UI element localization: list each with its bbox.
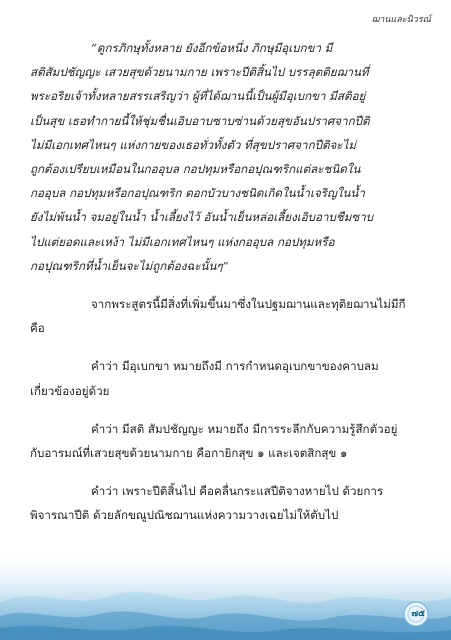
sutta-quote <box>30 36 430 278</box>
paragraph-2 <box>30 354 430 402</box>
quote-line: เป็นสุข เธอทำกายนี้ให้ชุ่มชื่นเอิบอาบซาบซ่านด้วยสุขอันปราศจากปีติ <box>30 113 370 128</box>
quote-line: กอปุณฑริกที่น้ำเย็นจะไม่ถูกต้องฉะนั้นๆ” <box>30 258 229 273</box>
page-number: ๗๕ <box>411 609 425 619</box>
paragraph-line: กับอารมณ์ที่เสวยสุขด้วยนามกาย คือกายิกสุข ๑ และเจตสิกสุข ๑ <box>30 446 348 461</box>
paragraph-line: เกี่ยวข้องอยู่ด้วย <box>30 383 110 398</box>
wave-footer-decoration <box>0 550 451 640</box>
quote-line: สติสัมปชัญญะ เสวยสุขด้วยนามกาย เพราะปีติสิ้นไป บรรลุตติยฌานที่ <box>30 65 369 80</box>
paragraph-1 <box>30 292 430 340</box>
quote-line: ยังไม่พ้นน้ำ จมอยู่ในน้ำ น้ำเลี้ยงไว้ อันน้ำเย็นหล่อเลี้ยงเอิบอาบชืมซาบ <box>30 210 374 225</box>
quote-line: ไปแต่ยอดและเหง้า ไม่มีเอกเทศไหนๆ แห่งกออุบล กอปทุมหรือ <box>30 234 335 249</box>
paragraph-line: คำว่า มีอุเบกขา หมายถึงมี การกำหนดอุเบกขาของคาบลม <box>91 359 379 374</box>
paragraph-line: คำว่า มีสติ สัมปชัญญะ หมายถึง มีการระลึกกับความรู้สึกตัวอยู่ <box>91 421 398 436</box>
quote-line: กออุบล กอปทุมหรือกอปุณฑริก ดอกบัวบางชนิดเกิดในน้ำเจริญในน้ำ <box>30 186 365 201</box>
quote-line: ไม่มีเอกเทศไหนๆ แห่งกายของเธอทั่วทั้งตัว ที่สุขปราศจากปีติจะไม่ <box>30 137 356 152</box>
paragraph-4 <box>30 479 430 527</box>
paragraph-line: พิจารณาปีติ ด้วยลักขณูปณิชฌานแห่งความวางเฉยไม่ให้ตับไป <box>30 508 339 523</box>
quote-line: พระอริยเจ้าทั้งหลายสรรเสริญว่า ผู้ที่ได้ฌานนี้เป็นผู้มีอุเบกขา มีสติอยู่ <box>30 89 366 104</box>
paragraph-line: คือ <box>30 321 45 336</box>
page-content <box>30 36 430 528</box>
paragraph-3 <box>30 417 430 465</box>
running-header: ฌานและนิวรณ์ <box>371 15 431 25</box>
paragraph-line: คำว่า เพราะปีติสิ้นไป คือคลื่นกระแสปีติจางหายไป ด้วยการ <box>91 484 384 499</box>
paragraph-line: จากพระสูตรนี้มีสิ่งที่เพิ่มขึ้นมาซึ่งในปฐมฌานและทุติยฌานไม่มีกี <box>91 297 406 312</box>
quote-line: “ดูกรภิกษุทั้งหลาย ยังอีกข้อหนึ่ง ภิกษุมีอุเบกขา มี <box>91 41 333 55</box>
quote-line: ถูกต้องเปรียบเหมือนในกออุบล กอปทุมหรือกอปุณฑริกแต่ละชนิดใน <box>30 162 361 177</box>
